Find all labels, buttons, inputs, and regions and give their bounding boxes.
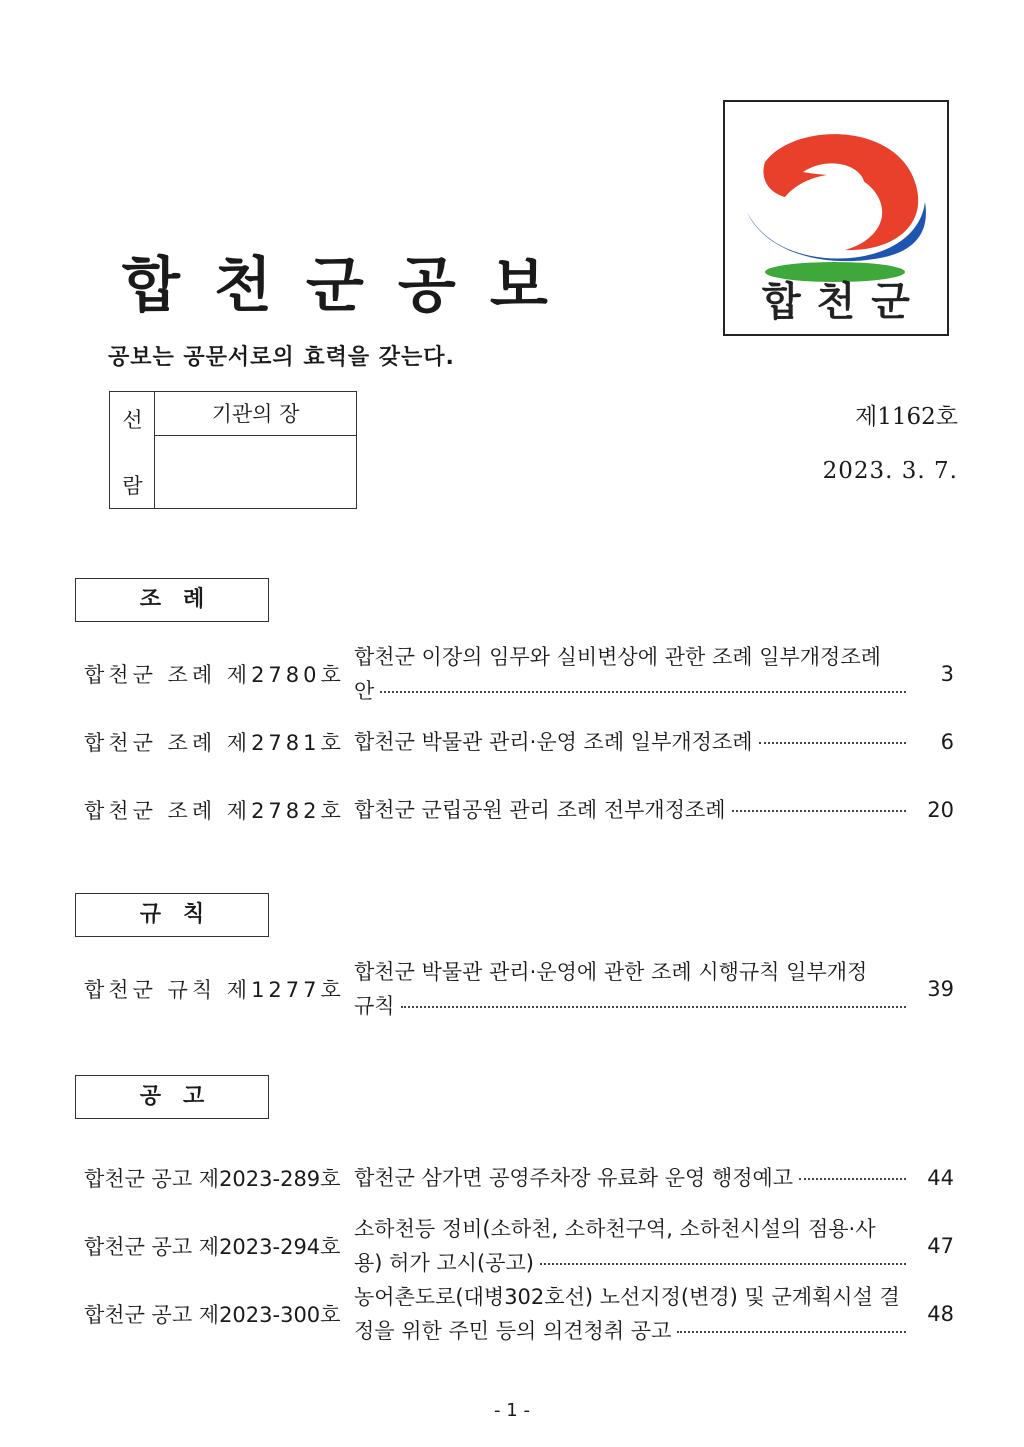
entry-line: 합천군 이장의 임무와 실비변상에 관한 조례 일부개정조례	[354, 645, 881, 669]
entry-code: 합천군 공고 제2023-289호	[84, 1167, 341, 1191]
entry-line-last: 합천군 군립공원 관리 조례 전부개정조례	[354, 793, 906, 827]
entry-line: 합천군 박물관 관리·운영에 관한 조례 시행규칙 일부개정	[354, 960, 868, 984]
toc-entry[interactable]	[84, 1212, 954, 1280]
entry-description	[354, 1161, 906, 1195]
entry-code: 합천군 조례 제2781호	[84, 731, 345, 755]
entry-page: 47	[927, 1234, 954, 1258]
entry-description	[354, 955, 906, 1023]
section-heading-ordinance: 조례	[75, 578, 269, 622]
entry-page: 6	[940, 730, 954, 754]
toc-entry[interactable]	[84, 955, 954, 1023]
entry-description	[354, 640, 906, 708]
page-subtitle: 공보는 공문서로의 효력을 갖는다.	[108, 345, 455, 370]
entry-description	[354, 793, 906, 827]
entry-line-last: 정을 위한 주민 등의 의견청취 공고	[354, 1314, 906, 1348]
entry-line-last: 용) 허가 고시(공고)	[354, 1246, 906, 1280]
toc-entry[interactable]	[84, 725, 954, 759]
leader-dots	[759, 742, 906, 744]
entry-description	[354, 1212, 906, 1280]
leader-dots	[677, 1331, 906, 1333]
entry-code: 합천군 조례 제2780호	[84, 663, 345, 687]
page-title: 합천군공보	[122, 251, 582, 321]
issue-number: 제1162호	[855, 404, 958, 430]
entry-line-last: 합천군 박물관 관리·운영 조례 일부개정조례	[354, 725, 906, 759]
review-label-top: 선	[122, 408, 143, 432]
entry-description	[354, 725, 906, 759]
entry-line: 소하천등 정비(소하천, 소하천구역, 소하천시설의 점용·사	[354, 1217, 876, 1241]
entry-page: 20	[927, 798, 954, 822]
entry-code: 합천군 공고 제2023-300호	[84, 1303, 341, 1327]
entry-page: 48	[927, 1302, 954, 1326]
review-head: 기관의 장	[155, 392, 356, 436]
toc-entry[interactable]	[84, 793, 954, 827]
review-table	[109, 391, 357, 509]
leader-dots	[540, 1263, 906, 1265]
entry-line: 농어촌도로(대병302호선) 노선지정(변경) 및 군계획시설 결	[354, 1285, 900, 1309]
page-number: - 1 -	[494, 1400, 530, 1421]
entry-code: 합천군 규칙 제1277호	[84, 978, 345, 1002]
entry-page: 3	[940, 662, 954, 686]
entry-page: 44	[927, 1166, 954, 1190]
leader-dots	[732, 810, 906, 812]
toc-entry[interactable]	[84, 640, 954, 708]
entry-code: 합천군 공고 제2023-294호	[84, 1235, 341, 1259]
toc-entry[interactable]	[84, 1280, 954, 1348]
entry-line-last: 안	[354, 674, 906, 708]
entry-page: 39	[927, 977, 954, 1001]
leader-dots	[799, 1178, 906, 1180]
logo-label: 합천군	[762, 279, 926, 325]
entry-code: 합천군 조례 제2782호	[84, 799, 345, 823]
review-label-column	[110, 392, 155, 508]
county-logo	[723, 100, 949, 336]
section-heading-notice: 공고	[75, 1075, 269, 1119]
leader-dots	[401, 1006, 906, 1008]
toc-entry[interactable]	[84, 1161, 954, 1195]
entry-line-last: 규칙	[354, 989, 906, 1023]
review-label-bottom: 람	[122, 474, 143, 498]
entry-description	[354, 1280, 906, 1348]
issue-date: 2023. 3. 7.	[822, 458, 958, 484]
leader-dots	[380, 691, 906, 693]
entry-line-last: 합천군 삼가면 공영주차장 유료화 운영 행정예고	[354, 1161, 906, 1195]
section-heading-rule: 규칙	[75, 893, 269, 937]
emblem-red-swirl	[763, 134, 918, 250]
